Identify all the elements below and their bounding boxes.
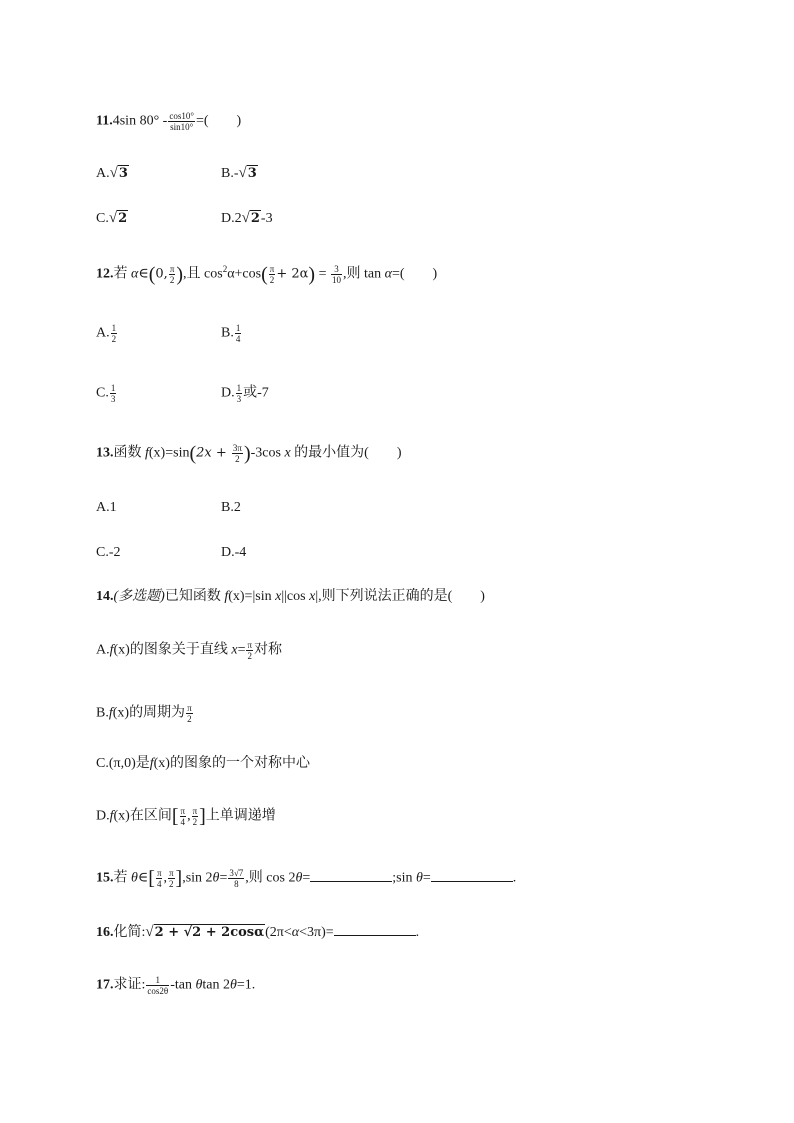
fraction [180,806,187,827]
denominator: sin10° [170,122,194,132]
equals: = [219,870,228,886]
question-number: 17. [96,977,114,993]
bracket-open: [ [171,805,179,828]
option-12b [221,323,242,344]
equals: = [422,870,431,886]
option-14c [96,754,310,774]
numerator: 1 [236,383,242,393]
numerator: π [169,263,175,274]
bracket-close: ] [199,805,206,828]
question-number: 15. [96,870,114,886]
answer-blank-sin[interactable] [431,869,513,882]
paren-close: ) [243,442,251,465]
in-symbol: ∈ [138,266,149,282]
func-f: f [108,705,113,721]
bracket-close: ] [175,867,183,890]
option-label: A. [96,166,110,181]
radicand: 2 [250,211,260,226]
numerator: π [247,640,253,650]
paren-open: ( [261,263,268,286]
option-14a [96,640,282,661]
fraction [246,640,253,661]
option-13a [96,498,117,518]
in-symbol: ∈ [137,870,149,886]
func-arg: (x) [112,705,130,721]
option-text: 的周期为 [129,705,186,721]
option-text: 的图象的一个对称中心 [169,756,310,771]
q13-text: -3cos [250,445,285,461]
fraction [232,443,243,464]
q11-answer-paren: =( ) [195,113,242,129]
fraction [110,383,117,404]
sqrt: √2 [241,210,260,226]
q15-text: ,sin 2 [182,870,213,886]
fraction [269,264,276,285]
option-label: D. [221,385,235,401]
q14-text: 已知函数 [164,589,225,604]
q12-text: ,且 cos [183,266,223,282]
denominator: 3 [110,394,116,404]
numerator: π [156,868,162,878]
question-11 [96,111,241,132]
denominator: 2 [169,274,175,285]
paren-open: ( [189,442,197,465]
denominator: 2 [169,879,174,889]
question-number: 16. [96,925,114,940]
option-text: A.1 [96,500,117,515]
q16-text: 化简: [113,925,146,940]
question-17 [96,975,255,996]
q17-text: =1. [236,977,256,993]
radicand: 2 [118,211,128,226]
numerator: π [180,806,186,816]
q13-answer-paren: 的最小值为( ) [290,445,402,461]
bracket-open: [ [148,867,155,890]
option-13b [221,498,241,518]
func-arg: (x) [148,445,166,461]
question-12 [96,259,437,285]
option-label: C. [96,211,109,226]
func-arg: (x) [228,589,245,604]
numerator: 3 [331,264,342,275]
q15-text: ,则 cos 2 [245,870,296,886]
option-label: B. [221,325,234,341]
var-x: x [275,589,282,604]
option-label: D. [96,808,110,824]
option-text: 在区间 [129,808,172,824]
q12-text: + 2α [276,266,309,282]
question-number: 13. [96,445,114,461]
option-text: 或-7 [243,385,269,401]
paren-close: ) [176,263,184,286]
q16-text: (2π< [265,925,292,940]
sqrt: √3 [109,165,128,181]
func-arg: (x) [153,756,170,771]
fraction [111,323,118,344]
question-15: 15.若 θ∈[ $\frac{\pi}{4}$ , $\frac{\pi}{2}$ ],sin 2θ= $\frac{3√7}{8}$ ,则 cos 2θ= ;sin θ= . [96,867,517,890]
question-number: 14. [96,589,114,604]
var-theta: θ [416,870,423,886]
numerator: 3π [232,443,242,453]
multi-choice-tag: (多选题) [113,589,165,604]
q17-text: -tan [170,977,196,993]
var-alpha: α [384,266,392,282]
option-text: C.-2 [96,545,121,560]
q12-text: ,则 tan [342,266,385,282]
denominator: 4 [180,817,186,827]
numerator: 3√7 [229,868,244,878]
q15-text: 若 [113,870,131,886]
q12-answer-paren: =( ) [391,266,438,282]
option-text: B.2 [221,500,241,515]
q14-text: =|sin [244,589,276,604]
q13-text: 函数 [113,445,145,461]
option-label: A. [96,642,110,658]
denominator: cos2θ [147,986,169,996]
var-alpha: α [291,925,300,940]
option-label: B. [96,705,109,721]
q14-answer-paren: |,则下列说法正确的是( ) [315,589,485,604]
option-12a [96,323,118,344]
denominator: 4 [235,334,241,344]
paren-close: ) [308,263,316,286]
exponent: 2 [222,264,228,274]
equals: = [315,266,330,282]
denominator: 2 [192,817,198,827]
paren-open: ( [148,263,156,286]
denominator: 2 [235,454,240,464]
option-label: B.- [221,166,239,181]
numerator: 1 [235,323,241,333]
numerator: 1 [110,383,116,393]
question-16 [96,922,419,943]
option-text: 上单调递增 [205,808,276,824]
fraction [236,383,243,404]
fraction [186,703,193,724]
q17-text: tan 2 [202,977,230,993]
var-theta: θ [195,977,203,993]
denominator: 3 [236,394,242,404]
option-label: D.2 [221,211,242,226]
q12-text: α+cos [227,266,262,282]
func-arg: (x) [113,808,130,824]
question-14 [96,587,485,607]
option-text: D.-4 [221,545,247,560]
option-12d [221,383,269,404]
question-number: 11. [96,113,113,129]
option-13d [221,543,246,563]
numerator: π [187,703,192,713]
radicand: 3 [118,166,128,181]
fraction [168,111,195,132]
option-label: C.(π,0)是 [96,756,150,771]
q12-text: 若 [113,266,131,282]
var-theta: θ [295,870,303,886]
func-arg: (x) [113,642,130,658]
option-text: 对称 [254,642,283,658]
func-f: f [109,642,114,658]
denominator: 2 [247,651,252,661]
option-text: 的图象关于直线 [129,642,232,658]
q13-text: =sin [165,445,190,461]
sqrt: √3 [238,165,257,181]
option-text: -3 [260,211,273,226]
func-f: f [145,445,149,461]
option-11a [96,163,129,184]
option-11c [96,208,128,229]
radicand: 2 + √2 + 2cosα [154,925,265,940]
period: . [512,870,517,886]
answer-blank-cos[interactable] [310,869,392,882]
fraction [169,264,176,285]
q14-text: ||cos [281,589,310,604]
equals: = [237,642,246,658]
fraction [331,264,342,285]
numerator: 1 [146,975,169,986]
question-13 [96,443,401,464]
option-14b [96,703,194,724]
equals: = [302,870,311,886]
period: . [415,925,420,940]
option-label: A. [96,325,110,341]
func-f: f [224,589,229,604]
denominator: 2 [269,274,275,285]
var-theta: θ [212,870,220,886]
var-alpha: α [131,266,139,282]
q15-text: ;sin [392,870,416,886]
q16-text: <3π)= [299,925,334,940]
option-11d [221,208,273,229]
var-x: x [309,589,316,604]
denominator: 2 [111,334,117,344]
fraction [156,868,163,889]
q11-text: 4sin 80° [112,113,160,129]
var-theta: θ [131,870,138,886]
q17-text: 求证: [113,977,146,993]
var-x: x [231,642,238,658]
func-f: f [149,756,154,771]
sqrt: √2 + √2 + 2cosα [145,924,265,940]
q11-dash: - [159,113,168,129]
radicand: 3 [247,166,257,181]
fraction [192,806,199,827]
sqrt: √2 [108,210,128,226]
denominator: 2 [187,714,192,724]
option-13c [96,543,121,563]
var-x: x [284,445,291,461]
option-14d: D.f(x)在区间[ $\frac{\pi}{4}$ , $\frac{\pi}{2}$ ]上单调递增 [96,805,276,828]
func-f: f [109,808,114,824]
fraction [235,323,242,344]
interval-start: 0, [155,266,168,282]
var-theta: θ [229,977,237,993]
denominator: 8 [234,879,239,889]
numerator: π [168,868,174,878]
numerator: π [269,263,275,274]
option-label: C. [96,385,109,401]
fraction [228,868,244,889]
q13-arg: 2x + [196,445,231,461]
denominator: 4 [156,879,162,889]
option-12c [96,383,117,404]
numerator: cos10° [169,111,194,121]
denominator: 10 [331,274,341,285]
option-11b [221,163,258,184]
fraction [168,868,175,889]
numerator: 1 [111,323,117,333]
fraction [146,975,169,996]
answer-blank[interactable] [334,923,416,936]
numerator: π [192,806,198,816]
question-number: 12. [96,266,114,282]
